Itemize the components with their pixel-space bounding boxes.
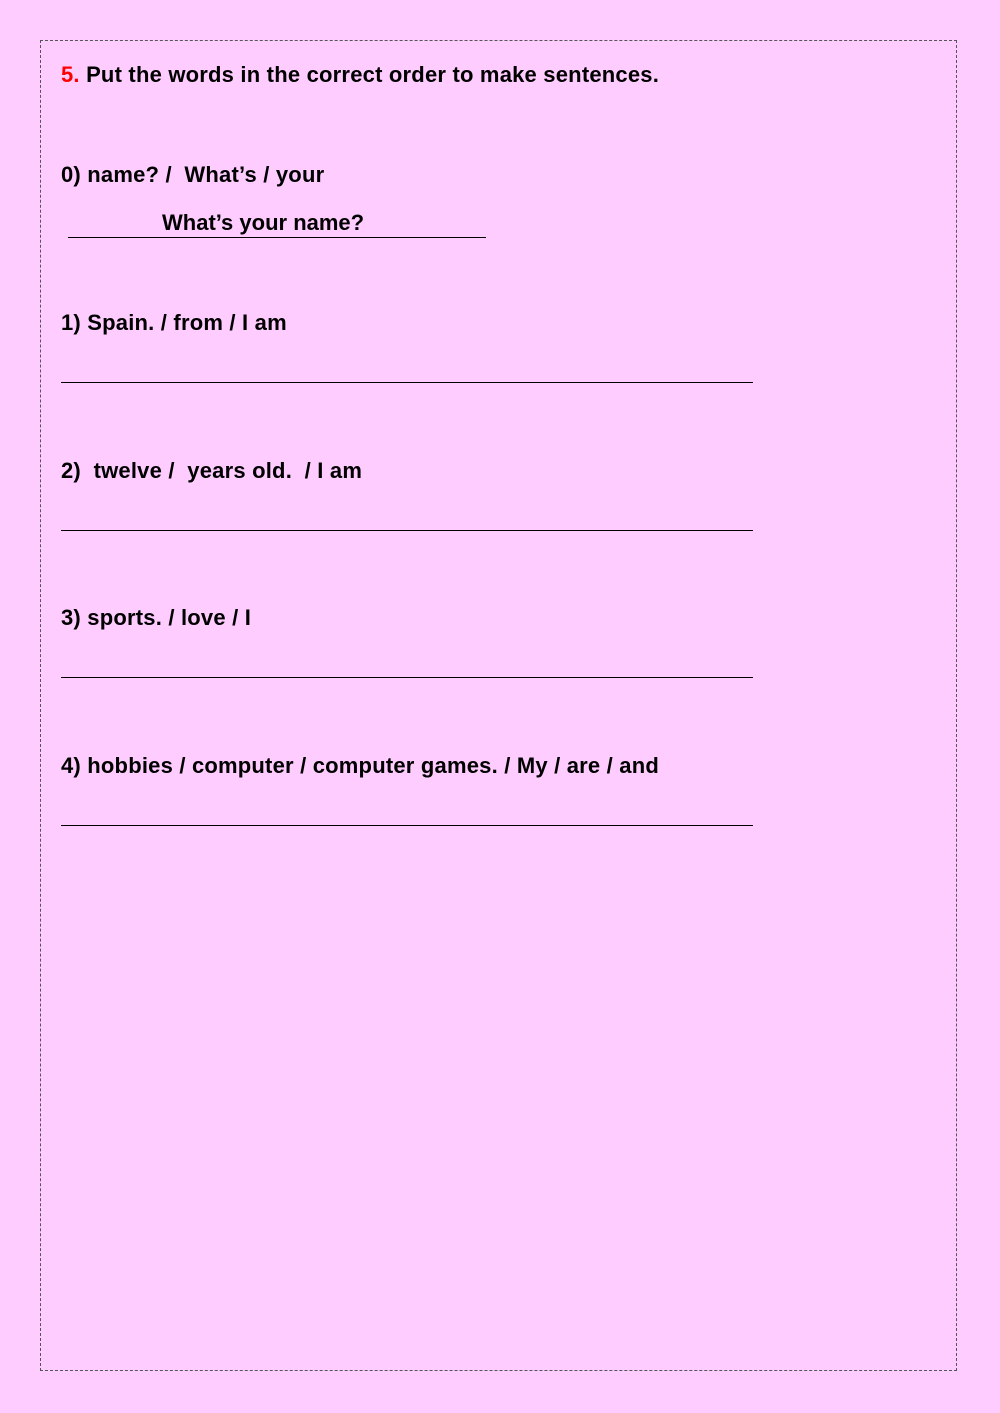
item-2-prompt: 2) twelve / years old. / I am: [61, 458, 363, 483]
exercise-instruction: Put the words in the correct order to make sentences.: [86, 62, 660, 87]
exercise-number: 5.: [61, 62, 80, 87]
example-answer-text: What’s your name?: [162, 210, 365, 235]
item-1-prompt: 1) Spain. / from / I am: [61, 310, 287, 335]
example-answer-line: [68, 208, 486, 238]
item-3-answer-line[interactable]: [61, 677, 753, 678]
exercise-title: [61, 62, 659, 88]
worksheet-border: [40, 40, 957, 1371]
example-prompt: 0) name? / What’s / your: [61, 162, 325, 187]
item-4-prompt: 4) hobbies / computer / computer games. / My / are / and: [61, 753, 660, 778]
item-2-answer-line[interactable]: [61, 530, 753, 531]
item-3-prompt: 3) sports. / love / I: [61, 605, 252, 630]
item-1-answer-line[interactable]: [61, 382, 753, 383]
item-4-answer-line[interactable]: [61, 825, 753, 826]
